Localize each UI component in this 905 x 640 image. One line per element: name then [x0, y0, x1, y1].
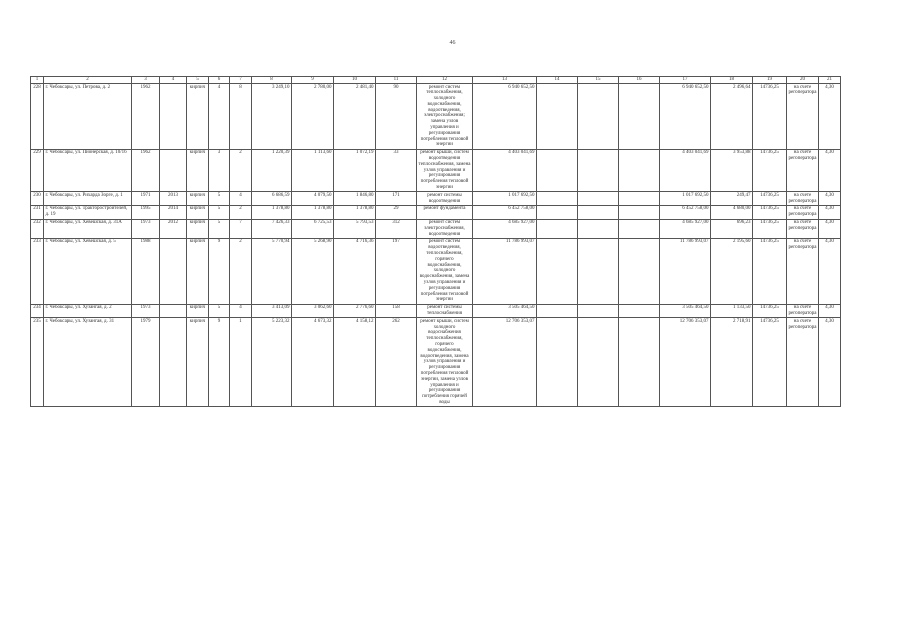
table-cell-col-12: ремонт фундамента: [417, 205, 473, 219]
table-cell-col-1: 233: [31, 238, 44, 304]
table-cell-col-13: 6 452 758,00: [473, 205, 537, 219]
table-cell-col-5: кирпич: [187, 318, 209, 407]
table-cell-col-16: [619, 192, 660, 206]
table-cell-col-5: кирпич: [187, 84, 209, 150]
column-number-18: 18: [711, 77, 753, 84]
table-cell-col-13: 4 685 927,00: [473, 219, 537, 238]
table-cell-col-16: [619, 149, 660, 192]
table-cell-col-18: 4 680,00: [711, 205, 753, 219]
table-cell-col-12: ремонт системы теплоснабжения: [417, 304, 473, 318]
column-number-16: 16: [619, 77, 660, 84]
table-cell-col-14: [537, 84, 578, 150]
table-cell-col-4: 2012: [160, 219, 187, 238]
table-cell-col-10: 1 378,80: [334, 205, 376, 219]
table-cell-col-11: 158: [376, 304, 417, 318]
table-cell-col-1: 231: [31, 205, 44, 219]
table-cell-col-19: 14736,25: [753, 238, 787, 304]
table-cell-col-11: 29: [376, 205, 417, 219]
table-cell-col-5: кирпич: [187, 238, 209, 304]
column-number-14: 14: [537, 77, 578, 84]
table-row: [31, 84, 841, 150]
table-cell-col-1: 234: [31, 304, 44, 318]
table-cell-col-21: 4,30: [819, 238, 841, 304]
table-cell-col-4: [160, 84, 187, 150]
table-cell-col-17: 4 685 927,00: [660, 219, 711, 238]
table-cell-col-19: 14736,25: [753, 219, 787, 238]
table-cell-col-21: 4,30: [819, 318, 841, 407]
table-cell-col-20: на счете регоператора: [787, 318, 819, 407]
table-cell-col-2: г. Чебоксары, ул. Пионерская, д. 10/16: [44, 149, 132, 192]
table-cell-col-21: 4,30: [819, 205, 841, 219]
table-cell-col-17: 3 505 464,50: [660, 304, 711, 318]
table-cell-col-19: 14736,25: [753, 84, 787, 150]
table-cell-col-18: 2 496,64: [711, 84, 753, 150]
table-cell-col-1: 230: [31, 192, 44, 206]
table-cell-col-16: [619, 304, 660, 318]
table-cell-col-11: 90: [376, 84, 417, 150]
table-cell-col-17: 4 403 041,69: [660, 149, 711, 192]
table-cell-col-12: ремонт систем водоотведения, теплоснабжения, горячего водоснабжения, холодного водоснабжения, замена узлов управления и регулирования потребления тепловой энергии: [417, 238, 473, 304]
table-cell-col-1: 235: [31, 318, 44, 407]
table-cell-col-15: [578, 304, 619, 318]
table-cell-col-19: 14736,25: [753, 192, 787, 206]
table-cell-col-13: 12 706 353,07: [473, 318, 537, 407]
table-cell-col-6: 9: [209, 238, 230, 304]
table-cell-col-7: 2: [230, 149, 252, 192]
table-cell-col-2: г. Чебоксары, ул. Хевешская, д. 5: [44, 238, 132, 304]
table-cell-col-12: ремонт систем электроснабжения, водоотведения: [417, 219, 473, 238]
table-row: [31, 238, 841, 304]
column-number-3: 3: [132, 77, 160, 84]
table-cell-col-3: 1995: [132, 205, 160, 219]
table-cell-col-8: 6 686,59: [252, 192, 292, 206]
table-cell-col-8: 3 249,10: [252, 84, 292, 150]
table-cell-col-4: [160, 318, 187, 407]
table-cell-col-6: 5: [209, 304, 230, 318]
table-cell-col-15: [578, 192, 619, 206]
table-cell-col-13: 4 403 041,69: [473, 149, 537, 192]
table-cell-col-4: [160, 149, 187, 192]
table-cell-col-5: кирпич: [187, 149, 209, 192]
table-cell-col-18: 249,47: [711, 192, 753, 206]
column-number-21: 21: [819, 77, 841, 84]
table-cell-col-9: 3 062,60: [292, 304, 334, 318]
table-cell-col-2: г. Чебоксары, ул. Тракторостроителей, д. 19: [44, 205, 132, 219]
table-cell-col-2: г. Чебоксары, ул. Хузангая, д. 2: [44, 304, 132, 318]
table-cell-col-17: 1 017 692,50: [660, 192, 711, 206]
table-cell-col-8: 1 220,39: [252, 149, 292, 192]
table-cell-col-21: 4,30: [819, 149, 841, 192]
column-number-7: 7: [230, 77, 252, 84]
table-cell-col-15: [578, 205, 619, 219]
table-cell-col-5: кирпич: [187, 192, 209, 206]
table-cell-col-3: 1979: [132, 318, 160, 407]
table-cell-col-17: 12 706 353,07: [660, 318, 711, 407]
table-cell-col-10: 1 072,19: [334, 149, 376, 192]
table-cell-col-15: [578, 219, 619, 238]
table-cell-col-6: 5: [209, 219, 230, 238]
table-cell-col-10: 4 158,12: [334, 318, 376, 407]
column-number-11: 11: [376, 77, 417, 84]
table-cell-col-3: 1971: [132, 192, 160, 206]
table-cell-col-9: 2 780,00: [292, 84, 334, 150]
table-cell-col-11: 171: [376, 192, 417, 206]
table-cell-col-14: [537, 238, 578, 304]
table-cell-col-4: 2013: [160, 192, 187, 206]
table-cell-col-20: на счете регоператора: [787, 84, 819, 150]
table-cell-col-1: 228: [31, 84, 44, 150]
table-cell-col-14: [537, 304, 578, 318]
column-number-4: 4: [160, 77, 187, 84]
table-cell-col-18: 2 718,91: [711, 318, 753, 407]
table-cell-col-7: 7: [230, 219, 252, 238]
column-number-row: [31, 77, 841, 84]
table-cell-col-12: ремонт крыши, систем холодного водоснабжения теплоснабжения, горячего водоснабжения, водоотведения, замена узлов управления и регулирования потребления тепловой энергии, замена узлов управления и регулирования потребления горячей воды: [417, 318, 473, 407]
table-cell-col-9: 1 378,80: [292, 205, 334, 219]
data-table: [30, 76, 841, 407]
table-cell-col-8: 1 378,80: [252, 205, 292, 219]
column-number-10: 10: [334, 77, 376, 84]
table-cell-col-6: 5: [209, 192, 230, 206]
column-number-12: 12: [417, 77, 473, 84]
table-cell-col-6: 5: [209, 205, 230, 219]
table-cell-col-20: на счете регоператора: [787, 238, 819, 304]
table-cell-col-20: на счете регоператора: [787, 219, 819, 238]
table-cell-col-12: ремонт систем теплоснабжения, холодного водоснабжения, водоотведения, электроснабжения; замена узлов управления и регулирования потребления тепловой энергии: [417, 84, 473, 150]
table-cell-col-11: 262: [376, 318, 417, 407]
table-cell-col-18: 2 195,60: [711, 238, 753, 304]
table-cell-col-18: 3 953,88: [711, 149, 753, 192]
table-cell-col-3: 1962: [132, 84, 160, 150]
table-cell-col-12: ремонт системы водоотведения: [417, 192, 473, 206]
table-cell-col-17: 6 452 758,00: [660, 205, 711, 219]
table-cell-col-18: 1 133,50: [711, 304, 753, 318]
table-cell-col-1: 232: [31, 219, 44, 238]
table-cell-col-7: 8: [230, 84, 252, 150]
column-number-13: 13: [473, 77, 537, 84]
table-cell-col-6: 9: [209, 318, 230, 407]
table-cell-col-15: [578, 318, 619, 407]
table-row: [31, 149, 841, 192]
table-cell-col-20: на счете регоператора: [787, 192, 819, 206]
table-row: [31, 192, 841, 206]
table-cell-col-7: 2: [230, 238, 252, 304]
table-cell-col-6: 3: [209, 149, 230, 192]
table-cell-col-5: кирпич: [187, 219, 209, 238]
table-cell-col-2: г. Чебоксары, ул. Рихарда Зорге, д. 1: [44, 192, 132, 206]
table-cell-col-11: 33: [376, 149, 417, 192]
column-number-1: 1: [31, 77, 44, 84]
table-cell-col-19: 14736,25: [753, 318, 787, 407]
table-cell-col-3: 1988: [132, 238, 160, 304]
table-cell-col-21: 4,30: [819, 84, 841, 150]
table-cell-col-7: 1: [230, 318, 252, 407]
table-cell-col-10: 1 846,80: [334, 192, 376, 206]
table-row: [31, 219, 841, 238]
column-number-17: 17: [660, 77, 711, 84]
table-cell-col-11: 312: [376, 219, 417, 238]
table-cell-col-10: 4 716,36: [334, 238, 376, 304]
table-cell-col-11: 197: [376, 238, 417, 304]
table-cell-col-1: 229: [31, 149, 44, 192]
table-cell-col-3: 1973: [132, 304, 160, 318]
table-cell-col-7: 4: [230, 192, 252, 206]
column-number-8: 8: [252, 77, 292, 84]
table-cell-col-21: 4,30: [819, 304, 841, 318]
table-cell-col-7: 4: [230, 304, 252, 318]
table-cell-col-4: 2014: [160, 205, 187, 219]
table-cell-col-6: 4: [209, 84, 230, 150]
table-cell-col-8: 7 426,33: [252, 219, 292, 238]
table-cell-col-9: 1 113,60: [292, 149, 334, 192]
table-cell-col-21: 4,30: [819, 192, 841, 206]
table-cell-col-8: 5 223,32: [252, 318, 292, 407]
table-cell-col-3: 1973: [132, 219, 160, 238]
column-number-19: 19: [753, 77, 787, 84]
table-cell-col-9: 4 673,32: [292, 318, 334, 407]
table-cell-col-20: на счете регоператора: [787, 304, 819, 318]
table-cell-col-19: 14736,25: [753, 149, 787, 192]
table-cell-col-14: [537, 219, 578, 238]
table-cell-col-10: 2 481,40: [334, 84, 376, 150]
table-cell-col-17: 6 940 652,50: [660, 84, 711, 150]
column-number-6: 6: [209, 77, 230, 84]
table-cell-col-9: 4 079,50: [292, 192, 334, 206]
table-cell-col-16: [619, 318, 660, 407]
table-cell-col-5: кирпич: [187, 304, 209, 318]
table-cell-col-16: [619, 219, 660, 238]
column-number-20: 20: [787, 77, 819, 84]
table-cell-col-4: [160, 304, 187, 318]
page-number: 46: [449, 40, 456, 46]
table-cell-col-9: 6 725,53: [292, 219, 334, 238]
table-row: [31, 205, 841, 219]
table-cell-col-9: 5 268,90: [292, 238, 334, 304]
table-cell-col-21: 4,30: [819, 219, 841, 238]
table-cell-col-18: 696,23: [711, 219, 753, 238]
column-number-15: 15: [578, 77, 619, 84]
column-number-5: 5: [187, 77, 209, 84]
table-cell-col-14: [537, 192, 578, 206]
table-cell-col-17: 11 786 993,07: [660, 238, 711, 304]
table-cell-col-13: 11 786 993,07: [473, 238, 537, 304]
table-cell-col-20: на счете регоператора: [787, 149, 819, 192]
table-cell-col-14: [537, 318, 578, 407]
table-cell-col-12: ремонт крыши, систем водоотведения теплоснабжения, замена узлов управления и регулирования потребления тепловой энергии: [417, 149, 473, 192]
table-cell-col-20: на счете регоператора: [787, 205, 819, 219]
table-row: [31, 304, 841, 318]
column-number-9: 9: [292, 77, 334, 84]
table-cell-col-5: кирпич: [187, 205, 209, 219]
table-cell-col-2: г. Чебоксары, ул. Хевешская, д. 31А: [44, 219, 132, 238]
table-cell-col-19: 14736,25: [753, 304, 787, 318]
table-cell-col-7: 2: [230, 205, 252, 219]
table-cell-col-16: [619, 238, 660, 304]
table-cell-col-8: 3 413,09: [252, 304, 292, 318]
table-cell-col-2: г. Чебоксары, ул. Петрова, д. 2: [44, 84, 132, 150]
column-number-2: 2: [44, 77, 132, 84]
table-cell-col-15: [578, 84, 619, 150]
table-cell-col-13: 1 017 692,50: [473, 192, 537, 206]
table-cell-col-19: 14736,25: [753, 205, 787, 219]
table-cell-col-10: 2 776,60: [334, 304, 376, 318]
table-row: [31, 318, 841, 407]
table-cell-col-16: [619, 84, 660, 150]
table-cell-col-8: 5 770,94: [252, 238, 292, 304]
table-cell-col-3: 1962: [132, 149, 160, 192]
table-cell-col-14: [537, 149, 578, 192]
table-cell-col-13: 6 940 652,50: [473, 84, 537, 150]
table-cell-col-4: [160, 238, 187, 304]
table-cell-col-15: [578, 238, 619, 304]
table-cell-col-15: [578, 149, 619, 192]
table-cell-col-2: г. Чебоксары, ул. Хузангая, д. 31: [44, 318, 132, 407]
table-cell-col-13: 3 505 464,50: [473, 304, 537, 318]
table-cell-col-16: [619, 205, 660, 219]
table-cell-col-10: 5 793,53: [334, 219, 376, 238]
table-cell-col-14: [537, 205, 578, 219]
